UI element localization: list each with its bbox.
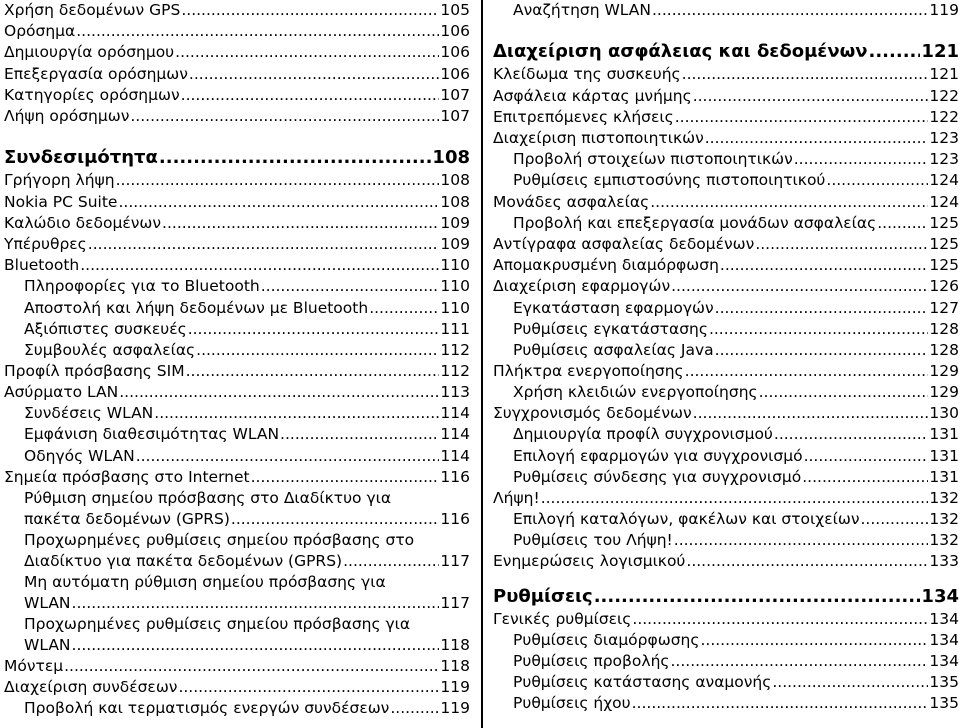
toc-entry[interactable] — [4, 298, 470, 319]
toc-entry-title: Επεξεργασία ορόσημων — [4, 65, 188, 83]
toc-dot-leader — [671, 276, 928, 297]
toc-entry[interactable] — [4, 276, 470, 297]
toc-dot-leader — [715, 298, 929, 319]
toc-page-number: 125 — [929, 256, 959, 274]
toc-page-number: 105 — [440, 1, 470, 19]
toc-entry[interactable] — [4, 361, 470, 382]
toc-entry[interactable] — [493, 170, 959, 191]
toc-dot-leader — [64, 656, 439, 677]
toc-entry-title: Οδηγός WLAN — [24, 447, 135, 465]
toc-entry[interactable] — [493, 530, 959, 551]
toc-dot-leader — [715, 340, 929, 361]
toc-entry[interactable] — [493, 467, 959, 488]
toc-entry[interactable] — [4, 340, 470, 361]
toc-page-number: 116 — [440, 468, 470, 486]
toc-dot-leader — [774, 424, 929, 445]
toc-dot-leader — [154, 403, 439, 424]
toc-dot-leader — [709, 319, 928, 340]
toc-dot-leader — [181, 85, 440, 106]
toc-entry[interactable] — [493, 382, 959, 403]
toc-page-number: 134 — [921, 586, 959, 607]
toc-entry[interactable] — [4, 677, 470, 698]
toc-entry[interactable] — [4, 467, 470, 488]
toc-page-number: 110 — [440, 277, 470, 295]
toc-entry-title: Γενικές ρυθμίσεις — [493, 610, 632, 628]
toc-entry[interactable] — [493, 0, 959, 21]
toc-entry-title: Αντίγραφα ασφαλείας δεδομένων — [493, 235, 755, 253]
toc-page-number: 107 — [440, 107, 470, 125]
toc-entry-title: Κατηγορίες ορόσημων — [4, 86, 180, 104]
toc-entry[interactable] — [493, 340, 959, 361]
toc-entry-title: Επιλογή καταλόγων, φακέλων και στοιχείων — [513, 510, 860, 528]
toc-entry[interactable] — [4, 85, 470, 106]
toc-dot-leader — [130, 106, 439, 127]
toc-entry-title: Αξιόπιστες συσκευές — [24, 320, 187, 338]
toc-entry-title: Λήψη! — [493, 489, 540, 507]
toc-entry[interactable] — [4, 698, 470, 719]
toc-dot-leader — [88, 234, 440, 255]
toc-dot-leader — [116, 170, 440, 191]
toc-entry-title: Ρυθμίσεις σύνδεσης για συγχρονισμό — [513, 468, 802, 486]
toc-entry-title: Εγκατάσταση εφαρμογών — [513, 299, 714, 317]
toc-entry-title: Προβολή και τερματισμός ενεργών συνδέσεων — [24, 699, 390, 717]
toc-page-number: 125 — [929, 214, 959, 232]
toc-entry[interactable] — [493, 403, 959, 424]
toc-entry[interactable] — [493, 86, 959, 107]
toc-entry[interactable] — [4, 656, 470, 677]
toc-page-number: 110 — [440, 299, 470, 317]
toc-entry-title: Ενημερώσεις λογισμικού — [493, 552, 686, 570]
toc-dot-leader — [188, 319, 440, 340]
toc-entry[interactable] — [493, 213, 959, 234]
toc-dot-leader — [650, 192, 928, 213]
toc-entry[interactable] — [493, 128, 959, 149]
toc-page-number: 125 — [929, 235, 959, 253]
toc-entry[interactable] — [4, 551, 470, 572]
toc-page-number: 129 — [929, 362, 959, 380]
toc-entry[interactable] — [493, 488, 959, 509]
toc-page-number: 131 — [929, 447, 959, 465]
toc-entry-title: Δημιουργία ορόσημου — [4, 43, 175, 61]
toc-entry-title: Χρήση δεδομένων GPS — [4, 1, 181, 19]
toc-entry[interactable] — [4, 42, 470, 63]
toc-entry[interactable] — [4, 403, 470, 424]
toc-page-number: 118 — [440, 636, 470, 654]
toc-page-number: 126 — [929, 277, 959, 295]
toc-entry-title: Διαχείριση πιστοποιητικών — [493, 129, 704, 147]
toc-page-number: 129 — [929, 383, 959, 401]
toc-dot-leader — [594, 585, 921, 609]
toc-entry-title: Αναζήτηση WLAN — [513, 1, 651, 19]
toc-entry-title: Ρυθμίσεις ασφαλείας Java — [513, 341, 714, 359]
toc-entry-title: Διαχείριση συνδέσεων — [4, 678, 178, 696]
toc-entry-title: Ρύθμιση σημείου πρόσβασης στο Διαδίκτυο για — [24, 489, 392, 507]
toc-entry-title: Αποστολή και λήψη δεδομένων με Bluetooth — [24, 299, 369, 317]
toc-page-number: 107 — [440, 86, 470, 104]
toc-page-number: 134 — [929, 610, 959, 628]
toc-entry-title: Ρυθμίσεις ήχου — [513, 694, 631, 712]
toc-page-number: 122 — [929, 108, 959, 126]
toc-entry-title: Διαδίκτυο για πακέτα δεδομένων (GPRS) — [24, 552, 343, 570]
toc-entry[interactable] — [4, 234, 470, 255]
toc-dot-leader — [369, 298, 439, 319]
toc-dot-leader — [674, 530, 929, 551]
toc-page-number: 109 — [440, 214, 470, 232]
toc-entry-title: Ρυθμίσεις προβολής — [513, 652, 670, 670]
toc-page-number: 123 — [929, 129, 959, 147]
toc-dot-leader — [119, 382, 439, 403]
toc-entry[interactable] — [493, 672, 959, 693]
toc-page-number: 128 — [929, 320, 959, 338]
toc-dot-leader — [652, 0, 928, 21]
toc-entry-title: Χρήση κλειδιών ενεργοποίησης — [513, 383, 758, 401]
toc-dot-leader — [693, 86, 929, 107]
toc-entry-title: Δημιουργία προφίλ συγχρονισμού — [513, 425, 773, 443]
toc-page-number: 114 — [440, 425, 470, 443]
toc-page-number: 112 — [440, 362, 470, 380]
toc-entry-title: Συγχρονισμός δεδομένων — [493, 404, 692, 422]
toc-entry[interactable] — [4, 614, 470, 635]
toc-entry[interactable] — [493, 64, 959, 85]
toc-entry-title: Σημεία πρόσβασης στο Internet — [4, 468, 250, 486]
toc-entry[interactable] — [4, 446, 470, 467]
toc-dot-leader — [877, 213, 928, 234]
toc-page-number: 114 — [440, 447, 470, 465]
toc-entry-title: Προβολή στοιχείων πιστοποιητικών — [513, 150, 793, 168]
toc-entry-title: Μόντεμ — [4, 657, 64, 675]
toc-dot-leader — [705, 128, 929, 149]
toc-entry[interactable] — [493, 149, 959, 170]
toc-entry[interactable] — [493, 361, 959, 382]
toc-entry[interactable] — [4, 213, 470, 234]
toc-page-number: 132 — [929, 531, 959, 549]
toc-page-number: 130 — [929, 404, 959, 422]
toc-dot-leader — [700, 630, 928, 651]
toc-entry[interactable] — [493, 276, 959, 297]
toc-page-number: 135 — [929, 673, 959, 691]
toc-entry[interactable] — [493, 446, 959, 467]
toc-dot-leader — [343, 551, 439, 572]
toc-dot-leader — [675, 107, 929, 128]
toc-page-number: 131 — [929, 425, 959, 443]
toc-entry-title: πακέτα δεδομένων (GPRS) — [24, 510, 230, 528]
toc-entry-title: Κλείδωμα της συσκευής — [493, 65, 681, 83]
toc-page-number: 114 — [440, 404, 470, 422]
toc-dot-leader — [72, 635, 440, 656]
toc-page-number: 134 — [929, 631, 959, 649]
toc-dot-leader — [826, 170, 928, 191]
toc-entry-title: Bluetooth — [4, 256, 80, 274]
toc-dot-leader — [181, 0, 439, 21]
toc-page-number: 119 — [440, 678, 470, 696]
toc-entry[interactable] — [4, 319, 470, 340]
toc-entry[interactable] — [4, 255, 470, 276]
toc-page-number: 106 — [440, 43, 470, 61]
toc-entry[interactable] — [4, 509, 470, 530]
toc-page-number: 134 — [929, 652, 959, 670]
toc-entry[interactable] — [493, 424, 959, 445]
toc-entry-title: Ρυθμίσεις — [493, 586, 593, 607]
toc-dot-leader — [280, 424, 439, 445]
toc-dot-leader — [251, 467, 440, 488]
toc-entry[interactable] — [493, 107, 959, 128]
toc-page-number: 124 — [929, 171, 959, 189]
toc-entry-title: Ρυθμίσεις διαμόρφωσης — [513, 631, 700, 649]
toc-page-number: 124 — [929, 193, 959, 211]
toc-page-number: 131 — [929, 468, 959, 486]
toc-page-number: 132 — [929, 489, 959, 507]
column-divider — [481, 0, 483, 728]
toc-entry[interactable] — [4, 424, 470, 445]
toc-page-number: 121 — [929, 65, 959, 83]
toc-entry[interactable] — [4, 635, 470, 656]
toc-entry-title: Απομακρυσμένη διαμόρφωση — [493, 256, 719, 274]
toc-entry[interactable] — [493, 609, 959, 630]
toc-page-number: 109 — [440, 235, 470, 253]
toc-dot-leader — [685, 361, 929, 382]
toc-entry-title: Καλώδιο δεδομένων — [4, 214, 162, 232]
toc-page-number: 118 — [440, 657, 470, 675]
toc-dot-leader — [175, 42, 439, 63]
toc-section-heading[interactable] — [493, 585, 959, 609]
toc-entry[interactable] — [4, 593, 470, 614]
toc-entry-title: Συμβουλές ασφαλείας — [24, 341, 196, 359]
toc-page-number: 123 — [929, 150, 959, 168]
toc-entry[interactable] — [4, 106, 470, 127]
toc-dot-leader — [72, 593, 440, 614]
toc-dot-leader — [632, 693, 929, 714]
toc-dot-leader — [693, 403, 929, 424]
toc-entry-title: Προβολή και επεξεργασία μονάδων ασφαλείας — [513, 214, 877, 232]
toc-page-number: 132 — [929, 510, 959, 528]
toc-dot-leader — [861, 509, 929, 530]
toc-entry-title: Ρυθμίσεις εγκατάστασης — [513, 320, 708, 338]
toc-dot-leader — [794, 149, 929, 170]
toc-entry-title: Προχωρημένες ρυθμίσεις σημείου πρόσβασης στο — [24, 531, 415, 549]
toc-dot-leader — [261, 276, 440, 297]
toc-page-number: 121 — [921, 41, 959, 62]
toc-entry-title: Ρυθμίσεις του Λήψη! — [513, 531, 673, 549]
toc-dot-leader — [869, 40, 921, 64]
toc-entry[interactable] — [4, 0, 470, 21]
toc-page-number: 133 — [929, 552, 959, 570]
toc-entry[interactable] — [4, 170, 470, 191]
toc-dot-leader — [80, 255, 439, 276]
toc-dot-leader — [162, 213, 439, 234]
toc-page-number: 119 — [440, 699, 470, 717]
toc-page-number: 111 — [440, 320, 470, 338]
toc-entry[interactable] — [4, 572, 470, 593]
toc-page-number: 106 — [440, 65, 470, 83]
toc-entry-title: WLAN — [24, 594, 71, 612]
toc-entry-title: Γρήγορη λήψη — [4, 171, 115, 189]
toc-entry-title: Συνδέσεις WLAN — [24, 404, 154, 422]
toc-dot-leader — [804, 446, 929, 467]
toc-dot-leader — [682, 64, 929, 85]
toc-dot-leader — [671, 651, 929, 672]
toc-dot-leader — [76, 21, 439, 42]
toc-dot-leader — [720, 255, 929, 276]
toc-dot-leader — [686, 551, 928, 572]
toc-entry[interactable] — [493, 319, 959, 340]
toc-entry[interactable] — [4, 64, 470, 85]
toc-page-number: 117 — [440, 594, 470, 612]
toc-entry[interactable] — [493, 298, 959, 319]
toc-entry-title: Διαχείριση ασφάλειας και δεδομένων — [493, 41, 868, 62]
toc-entry-title: Προφίλ πρόσβασης SIM — [4, 362, 185, 380]
toc-page-number: 116 — [440, 510, 470, 528]
toc-page-number: 128 — [929, 341, 959, 359]
toc-entry-title: Επιτρεπόμενες κλήσεις — [493, 108, 674, 126]
toc-page-number: 127 — [929, 299, 959, 317]
toc-page-number: 106 — [440, 22, 470, 40]
toc-entry-title: Διαχείριση εφαρμογών — [493, 277, 671, 295]
toc-page-number: 108 — [440, 193, 470, 211]
toc-dot-leader — [755, 234, 928, 255]
toc-page-number: 117 — [440, 552, 470, 570]
toc-dot-leader — [196, 340, 439, 361]
toc-entry-title: Μη αυτόματη ρύθμιση σημείου πρόσβασης για — [24, 573, 386, 591]
toc-dot-leader — [186, 361, 440, 382]
toc-page-number: 110 — [440, 256, 470, 274]
toc-entry[interactable] — [493, 693, 959, 714]
toc-entry[interactable] — [4, 530, 470, 551]
toc-dot-leader — [136, 446, 440, 467]
toc-entry-title: Εμφάνιση διαθεσιμότητας WLAN — [24, 425, 280, 443]
toc-entry-title: Ασύρματο LAN — [4, 383, 119, 401]
toc-entry-title: Μονάδες ασφαλείας — [493, 193, 650, 211]
toc-entry-title: Επιλογή εφαρμογών για συγχρονισμό — [513, 447, 803, 465]
toc-page-number: 113 — [440, 383, 470, 401]
toc-dot-leader — [159, 146, 432, 170]
toc-entry[interactable] — [493, 651, 959, 672]
toc-entry-title: Ρυθμίσεις κατάστασης αναμονής — [513, 673, 772, 691]
toc-entry-title: Υπέρυθρες — [4, 235, 87, 253]
toc-entry-title: Λήψη ορόσημων — [4, 107, 130, 125]
toc-page-number: 108 — [432, 147, 470, 168]
toc-entry-title: Προχωρημένες ρυθμίσεις σημείου πρόσβασης για — [24, 615, 411, 633]
toc-entry[interactable] — [4, 382, 470, 403]
toc-dot-leader — [189, 64, 439, 85]
toc-entry[interactable] — [4, 192, 470, 213]
toc-entry-title: Ρυθμίσεις εμπιστοσύνης πιστοποιητικού — [513, 171, 826, 189]
toc-entry-title: Ασφάλεια κάρτας μνήμης — [493, 87, 692, 105]
toc-entry-title: WLAN — [24, 636, 71, 654]
toc-dot-leader — [772, 672, 928, 693]
toc-section-heading[interactable] — [493, 40, 959, 64]
toc-dot-leader — [632, 609, 928, 630]
toc-dot-leader — [178, 677, 439, 698]
toc-entry[interactable] — [493, 630, 959, 651]
toc-dot-leader — [390, 698, 439, 719]
toc-entry[interactable] — [493, 509, 959, 530]
toc-page-number: 135 — [929, 694, 959, 712]
toc-entry-title: Πλήκτρα ενεργοποίησης — [493, 362, 684, 380]
toc-entry[interactable] — [4, 21, 470, 42]
toc-dot-leader — [541, 488, 929, 509]
toc-entry[interactable] — [493, 234, 959, 255]
toc-page-number: 122 — [929, 87, 959, 105]
toc-entry-title: Nokia PC Suite — [4, 193, 118, 211]
toc-dot-leader — [231, 509, 440, 530]
toc-entry[interactable] — [493, 551, 959, 572]
toc-entry[interactable] — [493, 255, 959, 276]
toc-entry-title: Συνδεσιμότητα — [4, 147, 158, 168]
toc-entry-title: Ορόσημα — [4, 22, 76, 40]
toc-section-heading[interactable] — [4, 146, 470, 170]
toc-page-number: 112 — [440, 341, 470, 359]
toc-entry-title: Πληροφορίες για το Bluetooth — [24, 277, 260, 295]
toc-entry[interactable] — [4, 488, 470, 509]
toc-entry[interactable] — [493, 192, 959, 213]
toc-page-number: 119 — [929, 1, 959, 19]
toc-page-number: 108 — [440, 171, 470, 189]
toc-dot-leader — [802, 467, 928, 488]
toc-dot-leader — [759, 382, 929, 403]
toc-dot-leader — [118, 192, 439, 213]
